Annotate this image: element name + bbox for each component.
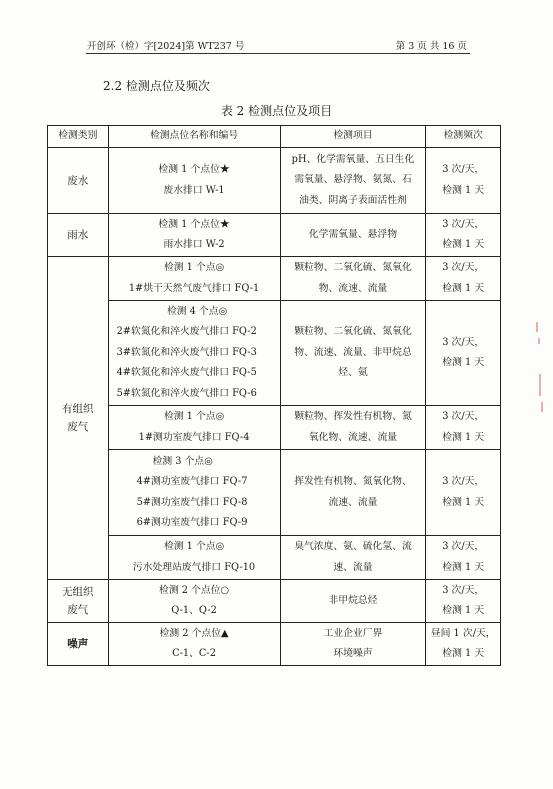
section-title: 2.2 检测点位及频次 <box>103 79 210 93</box>
freq-line: 3 次/天， <box>442 476 485 487</box>
frequency-cell <box>426 214 501 257</box>
freq-line: 检测 1 天 <box>442 282 485 294</box>
category-cell: 废水 <box>48 148 109 214</box>
points-cell <box>108 148 280 214</box>
table-caption: 表 2 检测点位及项目 <box>220 104 333 118</box>
freq-line: 3 次/天， <box>442 336 485 348</box>
point-line: 3#软氮化和淬火废气排口 FQ-3 <box>116 346 257 358</box>
point-line: 4#测功室废气排口 FQ-7 <box>136 476 248 487</box>
points-cell <box>108 301 280 406</box>
seal-ink-mark <box>538 338 540 344</box>
items-cell <box>280 623 426 666</box>
frequency-cell <box>426 148 501 214</box>
freq-line: 检测 1 天 <box>442 496 485 508</box>
point-line: 2#软氮化和淬火废气排口 FQ-2 <box>116 326 257 338</box>
point-line: 废水排口 W-1 <box>163 184 225 196</box>
freq-line: 3 次/天， <box>442 584 485 596</box>
points-cell <box>108 580 280 623</box>
seal-ink-mark <box>536 322 538 332</box>
frequency-cell <box>426 623 501 666</box>
table-header-row <box>48 126 501 148</box>
table-row <box>48 450 501 536</box>
item-line: 非甲烷总烃 <box>328 594 378 606</box>
freq-line: 检测 1 天 <box>442 239 485 250</box>
point-line: C-1、C-2 <box>172 648 216 659</box>
item-line: 臭气浓度、氨、硫化氢、流 <box>294 541 412 552</box>
point-line: 1#测功室废气排口 FQ-4 <box>138 431 250 443</box>
monitoring-table <box>47 125 501 666</box>
frequency-cell <box>426 406 501 450</box>
point-line: 检测 2 个点位▲ <box>159 627 229 639</box>
freq-line: 检测 1 天 <box>442 357 485 368</box>
frequency-cell <box>426 257 501 301</box>
column-header: 检测项目 <box>280 126 426 148</box>
point-line: 6#测功室废气排口 FQ-9 <box>136 517 248 528</box>
freq-line: 3 次/天， <box>442 262 485 273</box>
freq-line: 昼间 1 次/天， <box>430 627 496 639</box>
point-line: 检测 4 个点◎ <box>166 305 228 317</box>
freq-line: 检测 1 天 <box>442 184 485 196</box>
page-header <box>87 38 467 52</box>
point-line: 检测 1 个点位★ <box>158 164 230 175</box>
table-row <box>48 580 501 623</box>
item-line: 物、流速、流量 <box>318 282 388 294</box>
item-line: 速、流量 <box>333 561 373 573</box>
items-cell <box>280 536 426 580</box>
table-row <box>48 257 501 301</box>
table-row <box>48 406 501 450</box>
point-line: 检测 3 个点◎ <box>152 455 213 467</box>
point-line: 检测 1 个点◎ <box>163 262 225 273</box>
items-cell <box>280 580 426 623</box>
point-line: Q-1、Q-2 <box>171 605 217 616</box>
items-cell <box>280 257 426 301</box>
point-line: 1#烘干天然气废气排口 FQ-1 <box>128 282 260 294</box>
point-line: 污水处理站废气排口 FQ-10 <box>132 561 256 573</box>
item-line: 颗粒物、二氧化硫、氮氧化 <box>294 326 412 338</box>
freq-line: 检测 1 天 <box>442 431 485 443</box>
category-line: 废气 <box>67 604 89 616</box>
item-line: 挥发性有机物、氮氧化物、 <box>294 476 412 487</box>
point-line: 雨水排口 W-2 <box>163 239 225 250</box>
points-cell <box>108 623 280 666</box>
items-cell <box>280 301 426 406</box>
freq-line: 检测 1 天 <box>442 648 485 659</box>
item-line: 油类、阴离子表面活性剂 <box>299 194 407 206</box>
table-row <box>48 214 501 257</box>
items-cell <box>280 406 426 450</box>
item-line: pH、化学需氧量、五日生化 <box>291 153 415 165</box>
point-line: 检测 1 个点位★ <box>158 218 230 230</box>
item-line: 氧化物、流速、流量 <box>308 431 398 443</box>
seal-ink-mark <box>539 374 541 396</box>
points-cell <box>108 536 280 580</box>
column-header: 检测点位名称和编号 <box>108 126 280 148</box>
column-header: 检测类别 <box>48 126 109 148</box>
item-line: 需氧量、悬浮物、氨氮、石 <box>294 174 412 186</box>
frequency-cell <box>426 536 501 580</box>
table-row <box>48 536 501 580</box>
point-line: 5#软氮化和淬火废气排口 FQ-6 <box>116 387 257 399</box>
category-line: 有组织 <box>62 403 94 415</box>
freq-line: 检测 1 天 <box>442 561 485 573</box>
column-header: 检测频次 <box>426 126 501 148</box>
item-line: 流速、流量 <box>328 496 378 508</box>
item-line: 颗粒物、挥发性有机物、氮 <box>294 411 412 422</box>
items-cell <box>280 148 426 214</box>
page-number: 第 3 页 共 16 页 <box>395 41 467 52</box>
frequency-cell <box>426 301 501 406</box>
item-line: 工业企业厂界 <box>323 627 383 639</box>
point-line: 检测 1 个点◎ <box>163 541 225 552</box>
freq-line: 3 次/天， <box>442 411 485 422</box>
category-cell <box>48 257 109 580</box>
item-line: 环境噪声 <box>333 648 373 659</box>
item-line: 颗粒物、二氧化硫、氮氧化 <box>294 262 412 273</box>
point-line: 检测 2 个点位○ <box>159 584 230 596</box>
document-number: 开创环（检）字[2024]第 WT237 号 <box>87 41 245 52</box>
freq-line: 3 次/天， <box>442 164 485 175</box>
category-cell <box>48 580 109 623</box>
item-line: 化学需氧量、悬浮物 <box>308 228 398 240</box>
point-line: 5#测功室废气排口 FQ-8 <box>136 496 248 508</box>
points-cell <box>108 214 280 257</box>
table-row <box>48 301 501 406</box>
category-line: 无组织 <box>62 586 94 598</box>
item-line: 物、流速、流量、非甲烷总 <box>294 346 412 358</box>
items-cell <box>280 214 426 257</box>
points-cell <box>108 450 280 536</box>
freq-line: 3 次/天， <box>442 541 485 552</box>
header-divider <box>86 53 470 54</box>
category-cell: 噪声 <box>48 623 109 666</box>
table-row <box>48 148 501 214</box>
category-cell: 雨水 <box>48 214 109 257</box>
point-line: 检测 1 个点◎ <box>163 411 225 422</box>
freq-line: 3 次/天， <box>442 218 485 230</box>
frequency-cell <box>426 580 501 623</box>
point-line: 4#软氮化和淬火废气排口 FQ-5 <box>116 367 257 379</box>
table-row <box>48 623 501 666</box>
points-cell <box>108 406 280 450</box>
item-line: 烃、氨 <box>338 367 368 379</box>
freq-line: 检测 1 天 <box>442 605 485 616</box>
seal-ink-mark <box>541 402 543 412</box>
category-line: 废气 <box>67 421 89 433</box>
frequency-cell <box>426 450 501 536</box>
points-cell <box>108 257 280 301</box>
items-cell <box>280 450 426 536</box>
